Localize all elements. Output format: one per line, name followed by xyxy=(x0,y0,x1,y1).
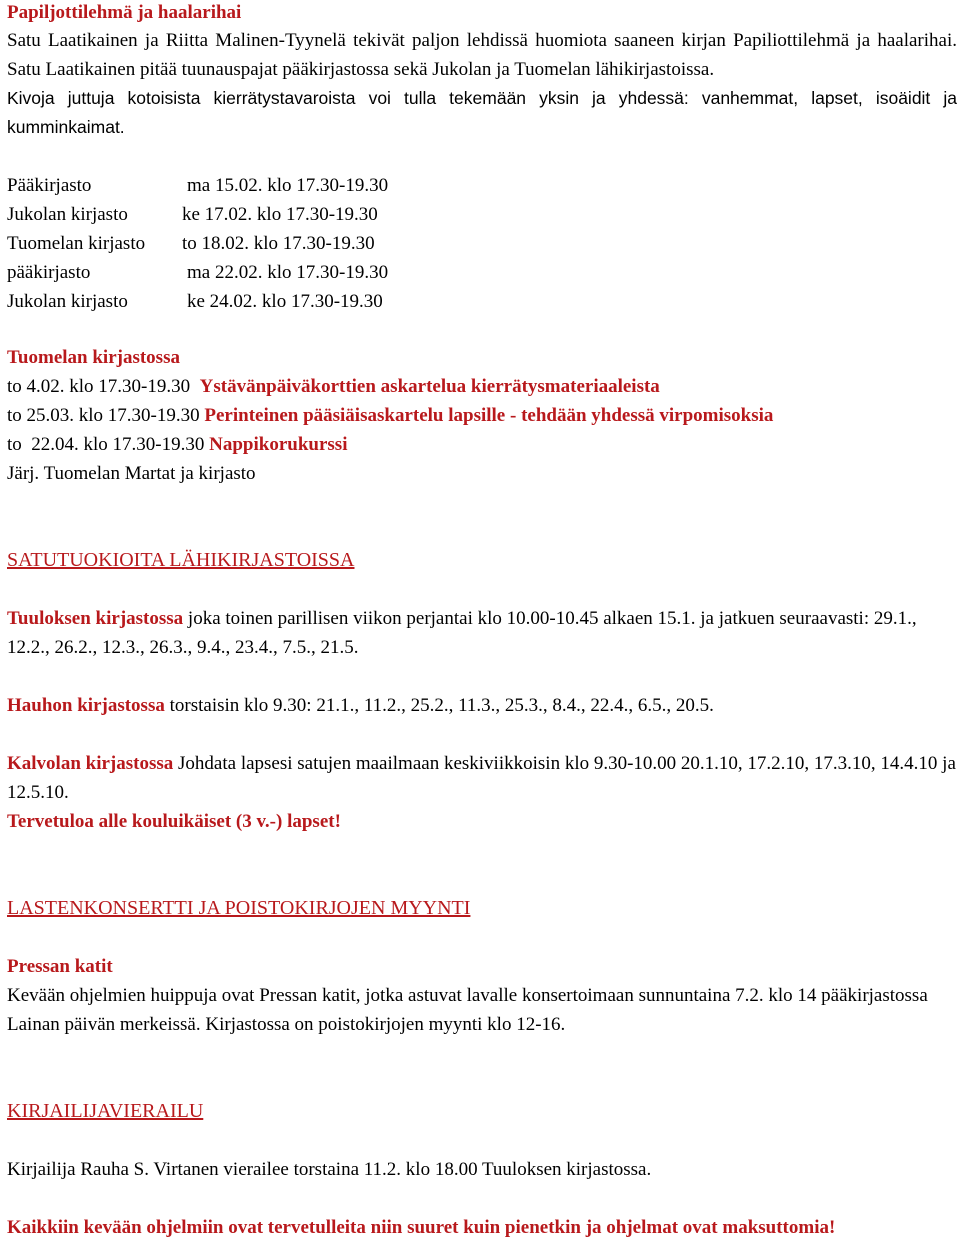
satutuokiot-heading: SATUTUOKIOITA LÄHIKIRJASTOISSA xyxy=(7,549,355,571)
event-title: Ystävänpäiväkorttien askartelua kierrätysmateriaaleista xyxy=(199,376,660,397)
section-body-papiljotti: Satu Laatikainen ja Riitta Malinen-Tyynelä tekivät paljon lehdissä huomiota saaneen kirjan Papiliottilehmä ja haalarihai. Satu Laatikainen pitää tuunauspajat pääkirjastossa sekä Jukolan ja Tuomelan lähikirjastoissa. xyxy=(7,30,957,80)
event-time: to 22.04. klo 17.30-19.30 xyxy=(7,434,210,455)
schedule-time: ke 24.02. klo 17.30-19.30 xyxy=(187,291,383,312)
spacer xyxy=(7,720,957,749)
schedule-place: Pääkirjasto xyxy=(7,175,92,196)
spacer xyxy=(7,1126,957,1155)
kalvola-name: Kalvolan kirjastossa xyxy=(7,753,174,774)
event-title: Perinteinen pääsiäisaskartelu lapsille - tehdään yhdessä virpomisoksia xyxy=(204,405,774,426)
hauho-text: torstaisin klo 9.30: 21.1., 11.2., 25.2., 11.3., 25.3., 8.4., 22.4., 6.5., 20.5. xyxy=(164,695,714,716)
document-page xyxy=(7,0,957,1242)
section-title-papiljotti: Papiljottilehmä ja haalarihai xyxy=(7,2,242,23)
konsertti-body: Kevään ohjelmien huippuja ovat Pressan katit, jotka astuvat lavalle konsertoimaan sunnuntaina 7.2. klo 14 pääkirjastossa Lainan päivän merkeissä. Kirjastossa on poistokirjojen myynti klo 12-16. xyxy=(7,985,928,1035)
spacer xyxy=(7,1039,957,1097)
tuomela-title: Tuomelan kirjastossa xyxy=(7,347,180,368)
schedule-place: pääkirjasto xyxy=(7,262,91,283)
vierailu-body: Kirjailija Rauha S. Virtanen vierailee torstaina 11.2. klo 18.00 Tuuloksen kirjastossa. xyxy=(7,1159,652,1180)
schedule-place: Jukolan kirjasto xyxy=(7,291,128,312)
welcome-text: Tervetuloa alle kouluikäiset (3 v.-) lapset! xyxy=(7,811,341,832)
schedule-time: to 18.02. klo 17.30-19.30 xyxy=(182,233,375,254)
schedule-row xyxy=(7,258,957,287)
event-title: Nappikorukurssi xyxy=(209,434,348,455)
tuulos-name: Tuuloksen kirjastossa xyxy=(7,608,184,629)
tuulos-text: joka toinen parillisen viikon perjantai klo 10.00-10.45 alkaen 15.1. ja jatkuen seuraavasti: 29.1., 12.2., 26.2., 12.3., 26.3., 9.4., 23.4., 7.5., 21.5. xyxy=(7,608,917,658)
spacer xyxy=(7,575,957,604)
schedule-row xyxy=(7,229,957,258)
schedule-row xyxy=(7,171,957,200)
hauho-name: Hauhon kirjastossa xyxy=(7,695,165,716)
section-body-papiljotti-sans: Kivoja juttuja kotoisista kierrätystavaroista voi tulla tekemään yksin ja yhdessä: vanhemmat, lapset, isoäidit ja kumminkaimat. xyxy=(7,88,957,137)
tuulos-paragraph xyxy=(7,604,957,662)
kalvola-text: Johdata lapsesi satujen maailmaan keskiviikkoisin klo 9.30-10.00 20.1.10, 17.2.10, 17.3.10, 14.4.10 ja 12.5.10. xyxy=(7,753,956,803)
schedule-time: ma 15.02. klo 17.30-19.30 xyxy=(187,175,389,196)
spacer xyxy=(7,316,957,343)
spacer xyxy=(7,1184,957,1213)
schedule-list xyxy=(7,171,957,316)
spacer xyxy=(7,662,957,691)
tuomela-event xyxy=(7,372,957,401)
konsertti-heading: LASTENKONSERTTI JA POISTOKIRJOJEN MYYNTI xyxy=(7,897,471,919)
tuomela-event xyxy=(7,401,957,430)
kalvola-paragraph xyxy=(7,749,957,807)
footer-note: Kaikkiin kevään ohjelmiin ovat tervetulleita niin suuret kuin pienetkin ja ohjelmat ovat maksuttomia! xyxy=(7,1217,836,1238)
schedule-time: ma 22.02. klo 17.30-19.30 xyxy=(187,262,389,283)
schedule-row xyxy=(7,287,957,316)
event-time: to 25.03. klo 17.30-19.30 xyxy=(7,405,205,426)
event-time: to 4.02. klo 17.30-19.30 xyxy=(7,376,200,397)
spacer xyxy=(7,836,957,894)
schedule-row xyxy=(7,200,957,229)
spacer xyxy=(7,923,957,952)
spacer xyxy=(7,142,957,171)
spacer xyxy=(7,488,957,546)
tuomela-event xyxy=(7,430,957,459)
schedule-time: ke 17.02. klo 17.30-19.30 xyxy=(182,204,378,225)
schedule-place: Jukolan kirjasto xyxy=(7,204,128,225)
tuomela-organizer: Järj. Tuomelan Martat ja kirjasto xyxy=(7,463,256,484)
vierailu-heading: KIRJAILIJAVIERAILU xyxy=(7,1100,204,1122)
hauho-paragraph xyxy=(7,691,957,720)
schedule-place: Tuomelan kirjasto xyxy=(7,233,146,254)
konsertti-subtitle: Pressan katit xyxy=(7,956,113,977)
